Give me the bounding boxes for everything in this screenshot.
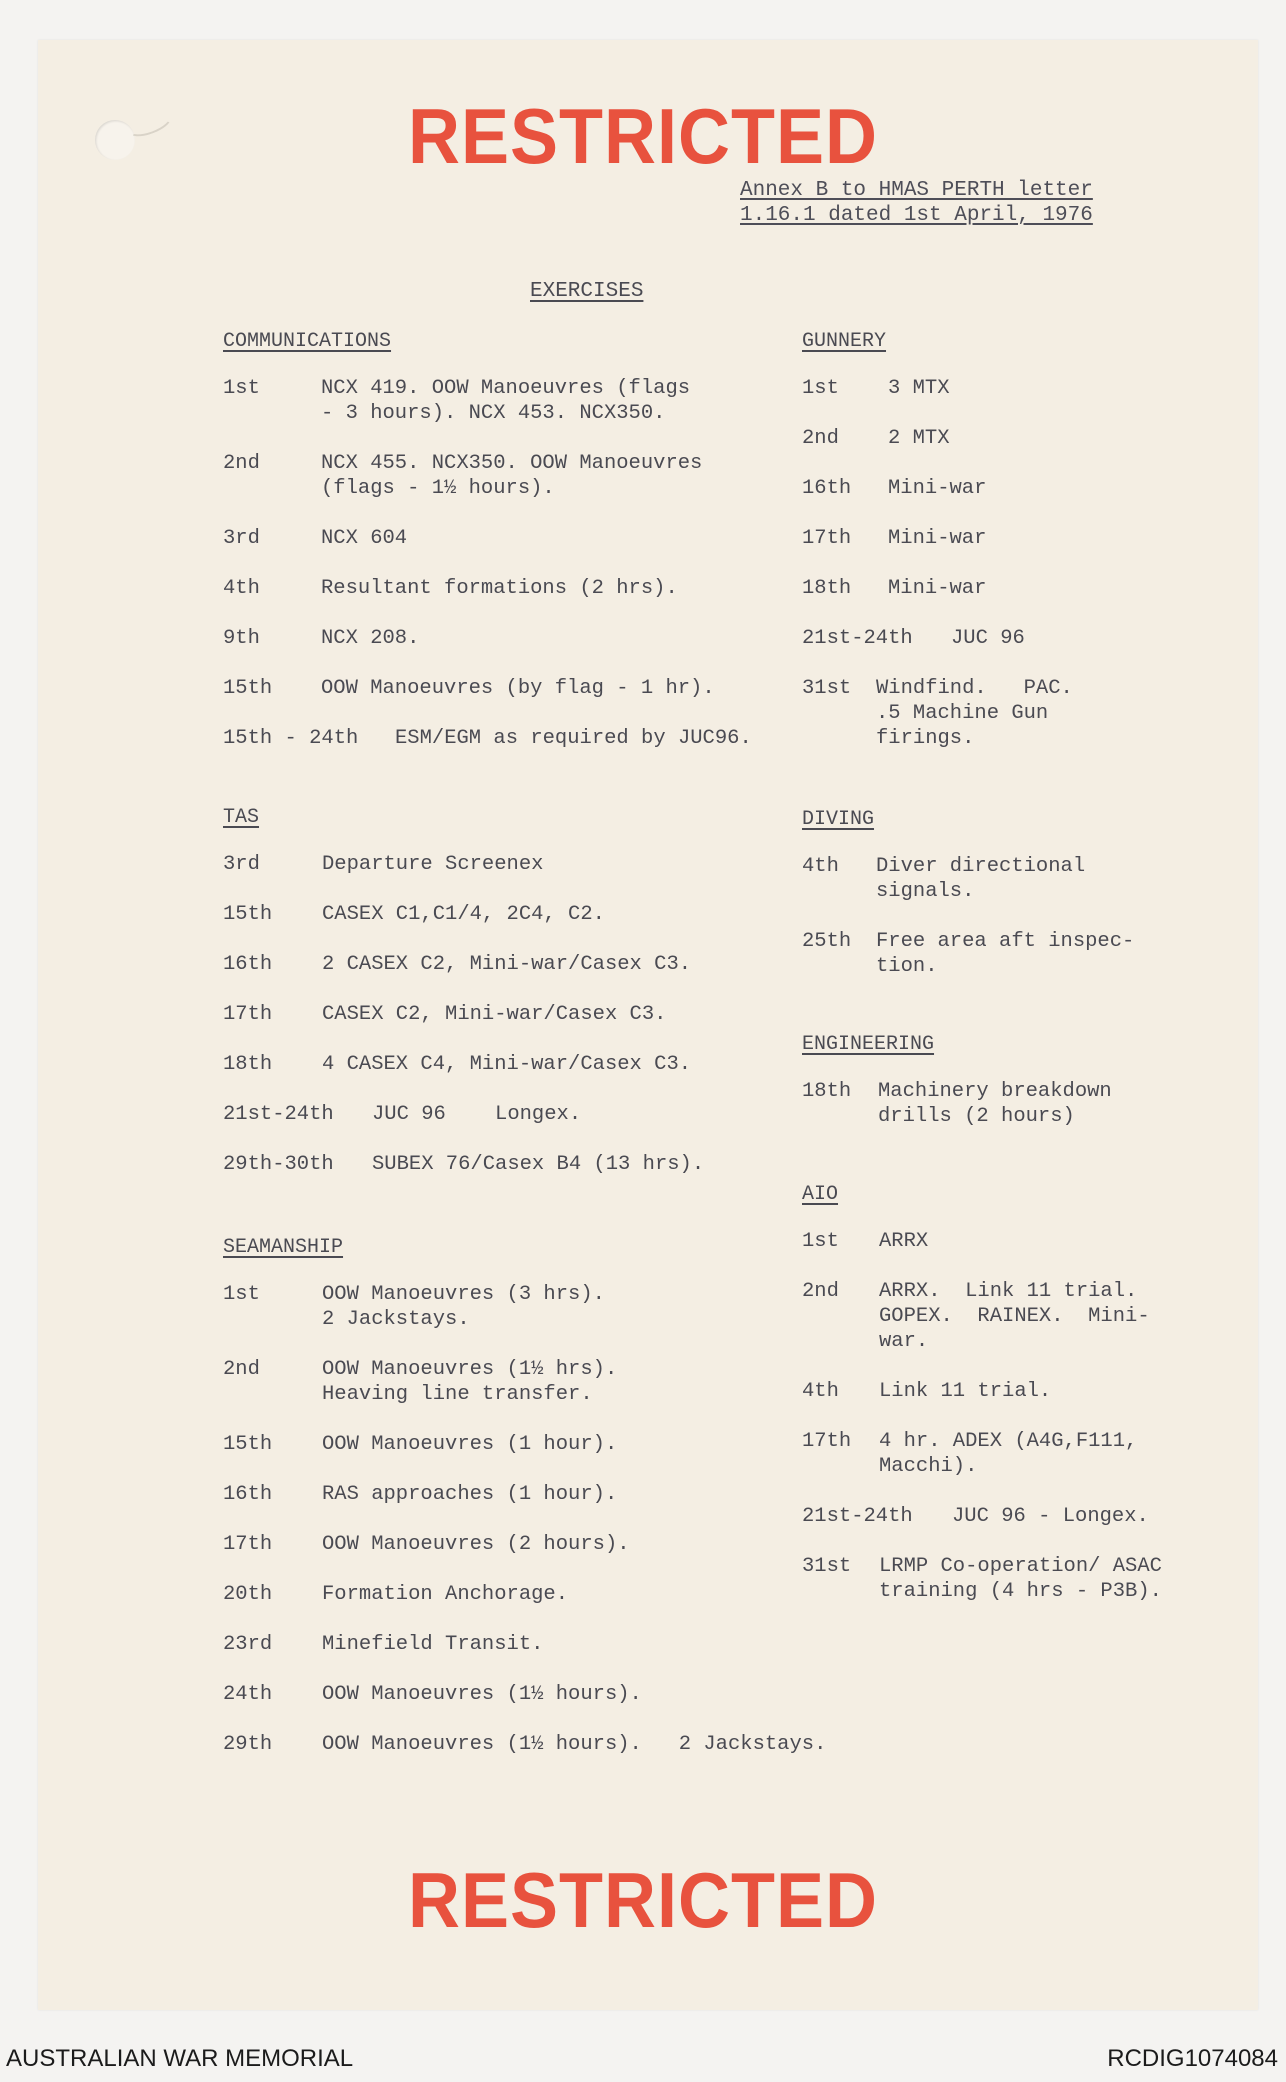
entry-text: Formation Anchorage. [322, 1583, 569, 1606]
list-item [223, 1482, 882, 1507]
section-aio [802, 1183, 1282, 1604]
entry-text: OOW Manoeuvres (1½ hours). [322, 1683, 642, 1706]
section-heading: ENGINEERING [802, 1033, 935, 1056]
entry-text: Link 11 trial. [879, 1380, 1052, 1403]
entry-date: 16th [223, 953, 273, 976]
list-item [223, 1002, 792, 1027]
entry-text: Machinery breakdown drills (2 hours) [878, 1080, 1112, 1128]
list-item [223, 676, 855, 701]
entry-text: Resultant formations (2 hrs). [321, 577, 678, 600]
document-title: EXERCISES [530, 280, 644, 303]
section-heading: TAS [223, 806, 260, 829]
list-item [223, 576, 855, 601]
entry-date: 18th [802, 577, 852, 600]
annex-line-1: Annex B to HMAS PERTH letter [740, 179, 1093, 202]
section-engineering [802, 1033, 1198, 1129]
entry-text: JUC 96 [951, 627, 1025, 650]
entry-text: ARRX. Link 11 trial. GOPEX. RAINEX. Mini- war. [879, 1280, 1150, 1353]
entry-date: 23rd [223, 1633, 273, 1656]
entry-date: 21st-24th [802, 1505, 913, 1528]
entry-date: 4th [223, 577, 260, 600]
entry-date: 15th [223, 677, 273, 700]
entry-date: 3rd [223, 853, 260, 876]
entry-date: 3rd [223, 527, 260, 550]
list-item [223, 902, 792, 927]
entry-text: OOW Manoeuvres (by flag - 1 hr). [321, 677, 715, 700]
section-tas [223, 806, 792, 1177]
list-item [802, 576, 1181, 601]
entry-text: OOW Manoeuvres (1½ hrs). Heaving line transfer. [322, 1358, 618, 1406]
list-item [223, 1357, 882, 1407]
entry-text: NCX 455. NCX350. OOW Manoeuvres (flags - 1½ hours). [321, 452, 703, 500]
entry-text: JUC 96 Longex. [372, 1103, 582, 1126]
entry-text: CASEX C2, Mini-war/Casex C3. [322, 1003, 667, 1026]
list-item [223, 952, 792, 977]
section-diving [802, 808, 1196, 979]
section-gunnery [802, 330, 1181, 751]
list-item [223, 1282, 882, 1332]
entry-date: 17th [802, 527, 852, 550]
entry-date: 16th [802, 477, 852, 500]
entry-date: 1st [223, 1283, 260, 1306]
list-item [802, 1279, 1282, 1354]
entry-text: NCX 419. OOW Manoeuvres (flags - 3 hours). NCX 453. NCX350. [321, 377, 691, 425]
restricted-stamp-top: RESTRICTED [407, 93, 879, 181]
entry-date: 18th [802, 1080, 852, 1103]
list-item [802, 1554, 1282, 1604]
entry-text: Diver directional signals. [876, 855, 1086, 903]
entry-text: OOW Manoeuvres (2 hours). [322, 1533, 630, 1556]
list-item [802, 1429, 1282, 1479]
list-item [223, 1052, 792, 1077]
entry-date: 15th [223, 903, 273, 926]
entry-text: NCX 208. [321, 627, 420, 650]
footer-source: AUSTRALIAN WAR MEMORIAL [6, 2045, 354, 2072]
entry-date: 16th [223, 1483, 273, 1506]
section-seamanship [223, 1236, 882, 1757]
list-item [223, 1682, 882, 1707]
entry-text: 3 MTX [888, 377, 950, 400]
footer-record-id: RCDIG1074084 [1107, 2045, 1278, 2072]
list-item [223, 1102, 792, 1127]
entry-text: Windfind. PAC. .5 Machine Gun firings. [876, 677, 1073, 750]
list-item [802, 476, 1181, 501]
entry-text: CASEX C1,C1/4, 2C4, C2. [322, 903, 605, 926]
entry-text: OOW Manoeuvres (1 hour). [322, 1433, 618, 1456]
section-heading: GUNNERY [802, 330, 887, 353]
entry-date: 2nd [223, 452, 260, 475]
entry-date: 2nd [802, 1280, 839, 1303]
list-item [802, 1504, 1282, 1529]
entry-text: RAS approaches (1 hour). [322, 1483, 618, 1506]
list-item [223, 1152, 792, 1177]
entry-text: SUBEX 76/Casex B4 (13 hrs). [372, 1153, 705, 1176]
list-item [223, 451, 855, 501]
list-item [223, 1582, 882, 1607]
entry-date: 25th [802, 930, 852, 953]
entry-text: 4 CASEX C4, Mini-war/Casex C3. [322, 1053, 692, 1076]
entry-text: Free area aft inspec- tion. [876, 930, 1135, 978]
section-communications [223, 330, 855, 751]
entry-text: Mini-war [888, 477, 987, 500]
entry-date: 15th - 24th [223, 727, 359, 750]
entry-text: Departure Screenex [322, 853, 544, 876]
entry-date: 17th [802, 1430, 852, 1453]
list-item [802, 854, 1196, 904]
entry-date: 4th [802, 855, 839, 878]
entry-date: 9th [223, 627, 260, 650]
entry-date: 21st-24th [223, 1103, 334, 1126]
list-item [223, 1632, 882, 1657]
section-heading: AIO [802, 1183, 839, 1206]
list-item [223, 626, 855, 651]
entry-date: 21st-24th [802, 627, 913, 650]
list-item [802, 1229, 1282, 1254]
entry-text: Minefield Transit. [322, 1633, 544, 1656]
list-item [802, 626, 1181, 651]
list-item [223, 852, 792, 877]
annex-line-2: 1.16.1 dated 1st April, 1976 [740, 204, 1093, 227]
list-item [802, 676, 1181, 751]
entry-text: ESM/EGM as required by JUC96. [395, 727, 752, 750]
entry-date: 29th-30th [223, 1153, 334, 1176]
entry-date: 17th [223, 1533, 273, 1556]
entry-date: 31st [802, 1555, 852, 1578]
entry-text: Mini-war [888, 527, 987, 550]
section-heading: SEAMANSHIP [223, 1236, 344, 1259]
entry-date: 18th [223, 1053, 273, 1076]
list-item [223, 1432, 882, 1457]
section-heading: DIVING [802, 808, 875, 831]
entry-date: 1st [802, 377, 839, 400]
entry-text: OOW Manoeuvres (3 hrs). 2 Jackstays. [322, 1283, 605, 1331]
entry-date: 29th [223, 1733, 273, 1756]
entry-date: 2nd [223, 1358, 260, 1381]
entry-text: NCX 604 [321, 527, 408, 550]
entry-date: 15th [223, 1433, 273, 1456]
list-item [802, 1079, 1198, 1129]
entry-date: 20th [223, 1583, 273, 1606]
entry-text: 2 CASEX C2, Mini-war/Casex C3. [322, 953, 692, 976]
list-item [223, 1532, 882, 1557]
annex-reference [740, 178, 1093, 228]
list-item [802, 426, 1181, 451]
entry-date: 1st [802, 1230, 839, 1253]
entry-text: LRMP Co-operation/ ASAC training (4 hrs - P3B). [879, 1555, 1162, 1603]
entry-text: Mini-war [888, 577, 987, 600]
list-item [223, 376, 855, 426]
list-item [223, 726, 855, 751]
list-item [802, 526, 1181, 551]
entry-text: 4 hr. ADEX (A4G,F111, Macchi). [879, 1430, 1138, 1478]
section-heading: COMMUNICATIONS [223, 330, 392, 353]
entry-date: 17th [223, 1003, 273, 1026]
list-item [802, 376, 1181, 401]
list-item [802, 1379, 1282, 1404]
entry-date: 31st [802, 677, 852, 700]
entry-date: 2nd [802, 427, 839, 450]
entry-date: 4th [802, 1380, 839, 1403]
list-item [802, 929, 1196, 979]
entry-text: 2 MTX [888, 427, 950, 450]
entry-date: 24th [223, 1683, 273, 1706]
entry-text: ARRX [879, 1230, 929, 1253]
entry-text: JUC 96 - Longex. [952, 1505, 1149, 1528]
restricted-stamp-bottom: RESTRICTED [407, 1857, 879, 1945]
list-item [223, 1732, 882, 1757]
entry-date: 1st [223, 377, 260, 400]
list-item [223, 526, 855, 551]
entry-text: OOW Manoeuvres (1½ hours). 2 Jackstays. [322, 1733, 827, 1756]
